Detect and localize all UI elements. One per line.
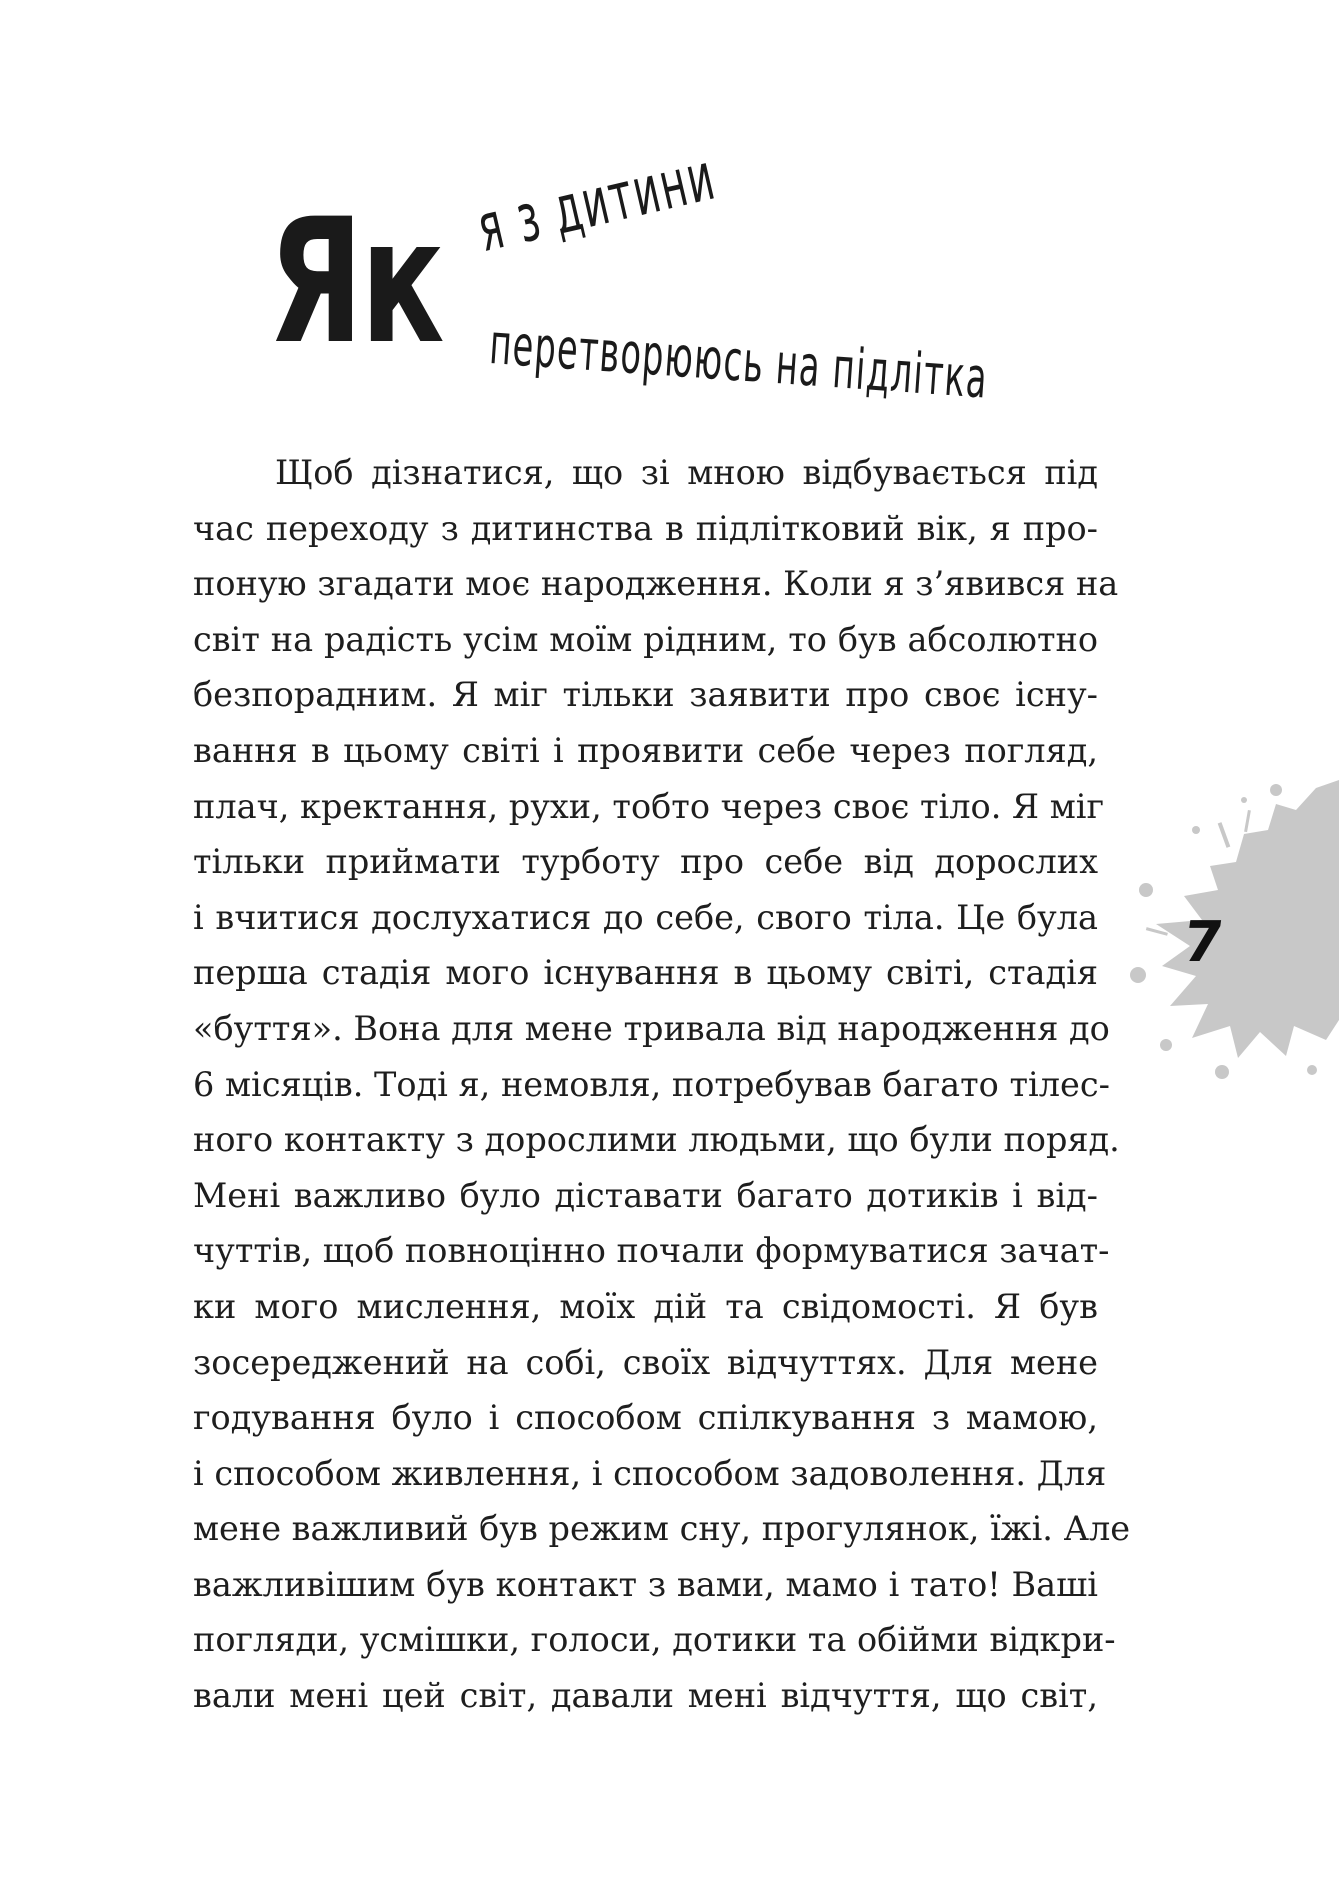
text-line: ки мого мислення, моїх дій та свідомості. Я був <box>193 1286 1098 1326</box>
ink-blot-icon <box>1126 770 1339 1090</box>
text-line: годування було і способом спілкування з мамою, <box>193 1398 1098 1438</box>
text-line: і вчитися дослухатися до себе, свого тіла. Це була <box>193 897 1098 937</box>
text-line: вання в цьому світі і проявити себе через погляд, <box>193 730 1098 770</box>
text-line: важливішим був контакт з вами, мамо і тато! Ваші <box>193 1564 1098 1604</box>
text-line: погляди, усмішки, голоси, дотики та обійми відкри- <box>193 1620 1116 1660</box>
text-line: вали мені цей світ, давали мені відчуття, що світ, <box>193 1676 1098 1716</box>
text-line: світ на радість усім моїм рідним, то був абсолютно <box>193 619 1098 659</box>
title-handwritten-line-1: я з дитини <box>470 137 723 268</box>
text-line: тільки приймати турботу про себе від дорослих <box>193 842 1098 882</box>
text-line: ного контакту з дорослими людьми, що були поряд. <box>193 1120 1120 1160</box>
text-line: безпорадним. Я міг тільки заявити про своє існу- <box>193 675 1098 715</box>
text-line: і способом живлення, і способом задоволення. Для <box>193 1453 1107 1493</box>
title-big-word: Як <box>268 181 442 382</box>
text-line: плач, кректання, рухи, тобто через своє тіло. Я міг <box>193 786 1105 826</box>
text-line: Щоб дізнатися, що зі мною відбувається під <box>275 453 1098 492</box>
text-line: час переходу з дитинства в підлітковий вік, я про- <box>193 508 1098 548</box>
ink-blot-shape <box>1130 780 1339 1079</box>
text-line: 6 місяців. Тоді я, немовля, потребував багато тілес- <box>193 1064 1110 1104</box>
text-line: «буття». Вона для мене тривала від народження до <box>193 1008 1110 1048</box>
body-paragraph <box>193 445 1131 1724</box>
text-line: Мені важливо було діставати багато дотиків і від- <box>193 1175 1098 1215</box>
text-line: перша стадія мого існування в цьому світі, стадія <box>193 953 1098 993</box>
title-handwritten-line-2: перетворююсь на підлітка <box>487 312 991 412</box>
text-line: поную згадати моє народження. Коли я з’явився на <box>193 564 1119 604</box>
text-line: мене важливий був режим сну, прогулянок, їжі. Але <box>193 1509 1131 1549</box>
text-line: чуттів, щоб повноцінно почали формуватися зачат- <box>193 1231 1110 1271</box>
text-line: зосереджений на собі, своїх відчуттях. Для мене <box>193 1342 1098 1382</box>
page-number: 7 <box>1178 910 1228 975</box>
